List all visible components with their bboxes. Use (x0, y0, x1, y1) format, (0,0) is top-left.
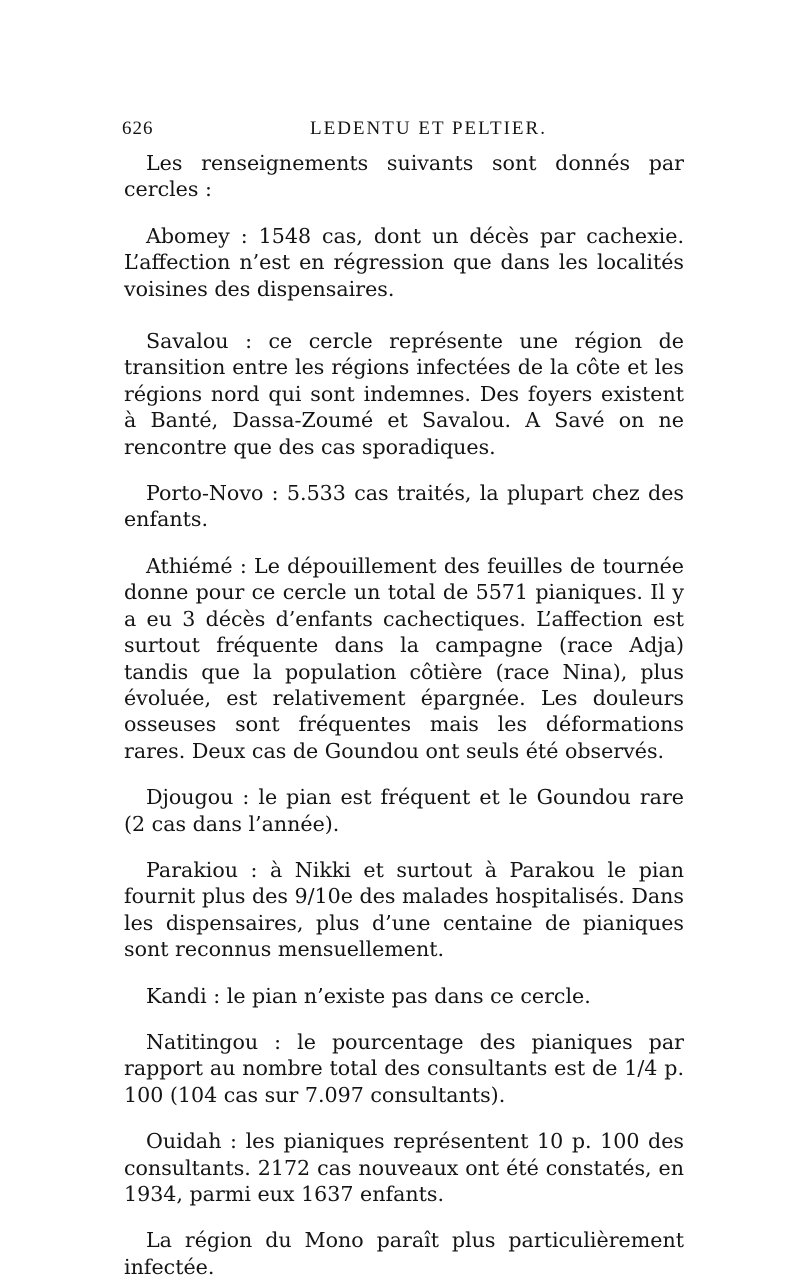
running-head-authors: LEDENTU ET PELTIER. (310, 118, 547, 139)
paragraph-lead: Djougou (146, 785, 234, 810)
paragraph-intro (124, 150, 684, 203)
paragraph-lead: Les (146, 151, 183, 175)
paragraph-lead: Parakiou (146, 857, 239, 882)
paragraph-lead: Kandi (146, 983, 207, 1008)
page-number: 626 (122, 118, 154, 139)
paragraph-lead: Porto-Novo (146, 481, 264, 506)
paragraph-text: : Le dépouillement des feuilles de tournée donne pour ce cercle un total de 5571 pianiques. Il y a eu 3 décès d’enfants cachectiques. L’affection est surtout fréquente dans la campagne (race Adja) tandis que la population côtière (race Nina), plus évoluée, est relativement épargnée. Les douleurs osseuses sont fréquentes mais les déformations rares. Deux cas de Goundou ont seuls été observés. (124, 553, 684, 763)
running-head (122, 118, 682, 142)
body-text (124, 150, 684, 1280)
paragraph-natitingou (124, 1029, 684, 1108)
paragraph-text: : 5.533 cas traités, la plupart chez des enfants. (124, 481, 684, 532)
paragraph-text: : 1548 cas, dont un décès par cachexie. L’affection n’est en régression que dans les localités voisines des dispensaires. (124, 223, 684, 301)
paragraph-parakiou (124, 857, 684, 963)
paragraph-text: : le pian est fréquent et le Goundou rare (2 cas dans l’année). (124, 785, 684, 836)
paragraph-djougou (124, 784, 684, 837)
paragraph-text: : les pianiques représentent 10 p. 100 des consultants. 2172 cas nouveaux ont été constatés, en 1934, parmi eux 1637 enfants. (124, 1129, 684, 1206)
paragraph-kandi (124, 983, 684, 1009)
paragraph-mono (124, 1227, 684, 1280)
paragraph-savalou (124, 328, 684, 460)
paragraph-text: : ce cercle représente une région de transition entre les régions infectées de la côte et les régions nord qui sont indemnes. Des foyers existent à Banté, Dassa-Zoumé et Savalou. A Savé on ne rencontre que des cas sporadiques. (124, 329, 684, 459)
paragraph-text: renseignements suivants sont donnés par cercles : (124, 151, 684, 202)
paragraph-lead: Athiémé (146, 553, 233, 578)
paragraph-lead: Abomey (146, 223, 230, 248)
paragraph-text: région du Mono paraît plus particulièrement infectée. (124, 1228, 684, 1279)
paragraph-lead: La (146, 1228, 172, 1253)
paragraph-lead: Savalou (146, 329, 229, 354)
paragraph-ouidah (124, 1128, 684, 1207)
paragraph-lead: Natitingou (146, 1029, 259, 1054)
paragraph-text: : à Nikki et surtout à Parakou le pian fournit plus des 9/10e des malades hospitalisés. Dans les dispensaires, plus d’une centaine de pianiques sont reconnus mensuellement. (124, 857, 684, 962)
paragraph-porto-novo (124, 480, 684, 533)
paragraph-lead: Ouidah (146, 1129, 222, 1154)
paragraph-athieme (124, 553, 684, 764)
paragraph-abomey (124, 223, 684, 302)
paragraph-text: : le pian n’existe pas dans ce cercle. (206, 983, 591, 1008)
paragraph-text: : le pourcentage des pianiques par rapport au nombre total des consultants est de 1/4 p. 100 (104 cas sur 7.097 consultants). (124, 1029, 684, 1107)
